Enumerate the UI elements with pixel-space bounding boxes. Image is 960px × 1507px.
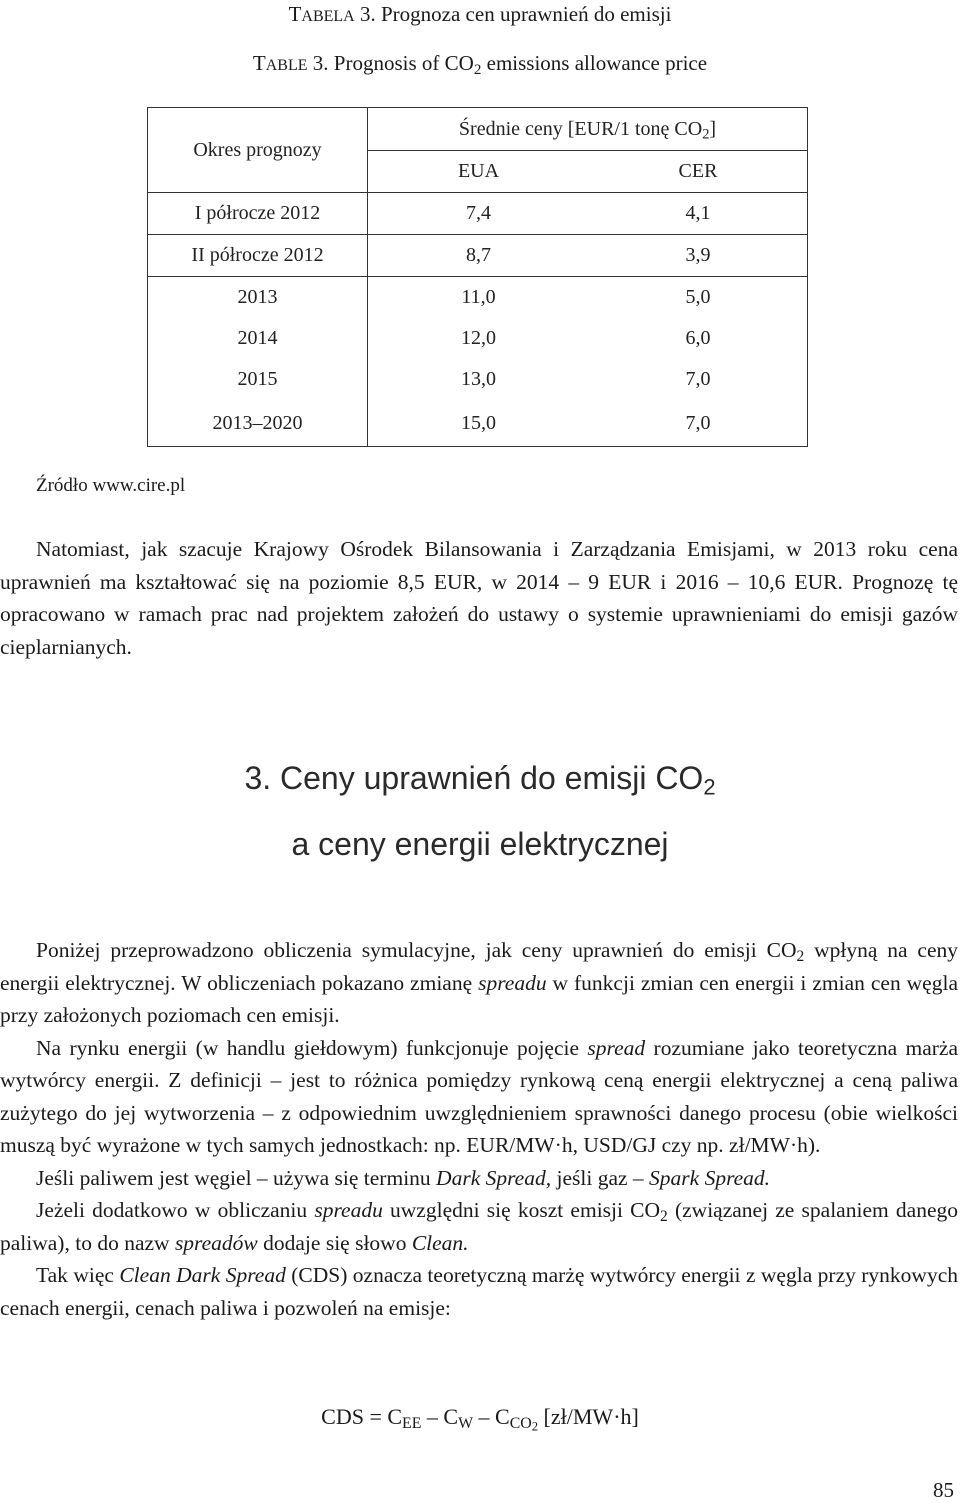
table-caption-en: TABLE 3. Prognosis of $CO_2$ emissions allowance price bbox=[252, 51, 708, 78]
cell-period: 2013–2020 bbox=[148, 400, 368, 447]
table-row bbox=[148, 400, 808, 447]
table-row bbox=[148, 318, 808, 359]
cell-period: 2015 bbox=[148, 359, 368, 400]
header-prices: Średnie ceny [EUR/1 tonę $CO_2$] bbox=[368, 108, 808, 151]
page-number: 85 bbox=[933, 1478, 954, 1502]
cell-eua: 11,0 bbox=[461, 286, 496, 308]
cell-eua: 13,0 bbox=[461, 368, 496, 390]
table-row bbox=[148, 235, 808, 277]
cell-cer: 7,0 bbox=[685, 411, 711, 434]
intro-paragraph: Natomiast, jak szacuje Krajowy Ośrodek Bilansowania i Zarządzania Emisjami, w 2013 roku cena uprawnień ma kształtować się na poziomie 8,5 EUR, w 2014 – 9 EUR i 2016 – 10,6 EUR. Prognozę tę opracowano w ramach prac nad projektem założeń do ustawy o systemie uprawnieniami do emisji gazów cieplarnianych. bbox=[0, 537, 958, 659]
paragraph: Tak więc Clean Dark Spread (CDS) oznacza teoretyczną marżę wytwórcy energii z węgla przy rynkowych cenach energii, cenach paliwa i pozwoleń na emisje: bbox=[0, 1263, 958, 1320]
table-caption-pl: TABELA 3. Prognoza cen uprawnień do emisji bbox=[288, 2, 672, 26]
section-heading-line1: 3. Ceny uprawnień do emisji $CO_2$ bbox=[244, 760, 716, 800]
cell-cer: 3,9 bbox=[685, 244, 711, 266]
cell-cer: 6,0 bbox=[685, 327, 711, 349]
cell-cer: 4,1 bbox=[685, 202, 711, 224]
paragraph: Jeżeli dodatkowo w obliczaniu spreadu uwzględni się koszt emisji $CO_2$ (związanej ze spalaniem danego paliwa), to do nazw spreadów dodaje się słowo Clean. bbox=[0, 1198, 958, 1255]
header-period: Okres prognozy bbox=[148, 108, 368, 193]
cell-eua: 7,4 bbox=[466, 202, 491, 224]
cell-eua: 12,0 bbox=[461, 327, 496, 349]
cell-period: I półrocze 2012 bbox=[148, 193, 368, 235]
cell-cer: 5,0 bbox=[685, 286, 711, 308]
section-heading-line2: a ceny energii elektrycznej bbox=[291, 826, 669, 862]
table-source: Źródło www.cire.pl bbox=[36, 475, 186, 496]
header-eua: EUA bbox=[368, 151, 590, 193]
cell-eua: 15,0 bbox=[461, 411, 496, 434]
cell-period: 2014 bbox=[148, 318, 368, 359]
cell-cer: 7,0 bbox=[685, 368, 711, 390]
table-row bbox=[148, 277, 808, 319]
header-cer: CER bbox=[589, 151, 808, 193]
cds-formula: CDS = $C_{EE} - C_W - C_{CO2}$ [zł/MW·h] bbox=[321, 1404, 639, 1434]
body-text bbox=[0, 934, 958, 1324]
paragraph: Jeśli paliwem jest węgiel – używa się terminu Dark Spread, jeśli gaz – Spark Spread. bbox=[36, 1165, 771, 1190]
paragraph: Na rynku energii (w handlu giełdowym) funkcjonuje pojęcie spread rozumiane jako teoretyczna marża wytwórcy energii. Z definicji – jest to różnica pomiędzy rynkową ceną energii elektrycznej a ceną paliwa zużytego do jej wytworzenia – z odpowiednim uwzględnieniem sprawności danego procesu (obie wielkości muszą być wyrażone w tych samych jednostkach: np. EUR/MW·h, USD/GJ czy np. zł/MW·h). bbox=[0, 1035, 958, 1157]
paragraph: Poniżej przeprowadzono obliczenia symulacyjne, jak ceny uprawnień do emisji $CO_2$ wpłyną na ceny energii elektrycznej. W obliczeniach pokazano zmianę spreadu w funkcji zmian cen energii i zmian cen węgla przy założonych poziomach cen emisji. bbox=[0, 938, 958, 1027]
cell-period: 2013 bbox=[148, 277, 368, 319]
table-row bbox=[148, 359, 808, 400]
table-row bbox=[148, 193, 808, 235]
cell-eua: 8,7 bbox=[466, 244, 491, 266]
price-forecast-table bbox=[147, 107, 808, 447]
cell-period: II półrocze 2012 bbox=[148, 235, 368, 277]
